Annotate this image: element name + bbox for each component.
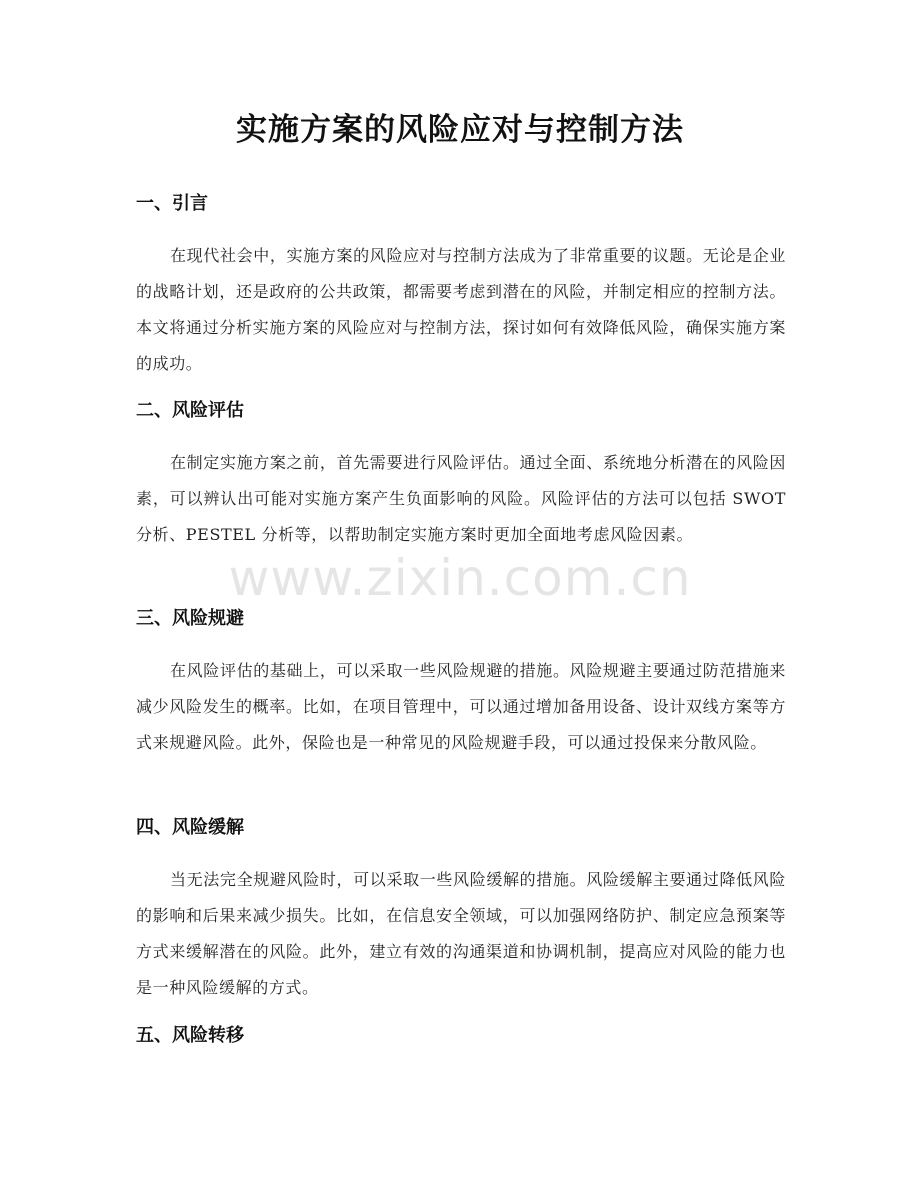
section-heading: 二、风险评估 xyxy=(136,400,244,421)
section-paragraph: 在现代社会中，实施方案的风险应对与控制方法成为了非常重要的议题。无论是企业的战略计划，还是政府的公共政策，都需要考虑到潜在的风险，并制定相应的控制方法。本文将通过分析实施方案的风险应对与控制方法，探讨如何有效降低风险，确保实施方案的成功。 xyxy=(136,246,786,373)
section-heading: 一、引言 xyxy=(136,193,208,214)
section-paragraph: 在制定实施方案之前，首先需要进行风险评估。通过全面、系统地分析潜在的风险因素，可以辨认出可能对实施方案产生负面影响的风险。风险评估的方法可以包括 SWOT 分析、PESTEL 分析等，以帮助制定实施方案时更加全面地考虑风险因素。 xyxy=(136,453,786,544)
section-risk-mitigation xyxy=(136,815,786,1006)
watermark-text: www.zixin.com.cn xyxy=(228,549,692,607)
section-heading: 三、风险规避 xyxy=(136,608,244,629)
section-paragraph: 当无法完全规避风险时，可以采取一些风险缓解的措施。风险缓解主要通过降低风险的影响和后果来减少损失。比如，在信息安全领域，可以加强网络防护、制定应急预案等方式来缓解潜在的风险。此外，建立有效的沟通渠道和协调机制，提高应对风险的能力也是一种风险缓解的方式。 xyxy=(136,870,786,997)
section-risk-avoidance xyxy=(136,606,786,761)
section-risk-assessment xyxy=(136,398,786,553)
section-heading: 五、风险转移 xyxy=(136,1025,244,1046)
section-paragraph: 在风险评估的基础上，可以采取一些风险规避的措施。风险规避主要通过防范措施来减少风险发生的概率。比如，在项目管理中，可以通过增加备用设备、设计双线方案等方式来规避风险。此外，保险也是一种常见的风险规避手段，可以通过投保来分散风险。 xyxy=(136,661,786,752)
document-title: 实施方案的风险应对与控制方法 xyxy=(236,112,684,148)
section-heading: 四、风险缓解 xyxy=(136,817,244,838)
section-introduction xyxy=(136,191,786,382)
section-risk-transfer xyxy=(136,1023,786,1049)
